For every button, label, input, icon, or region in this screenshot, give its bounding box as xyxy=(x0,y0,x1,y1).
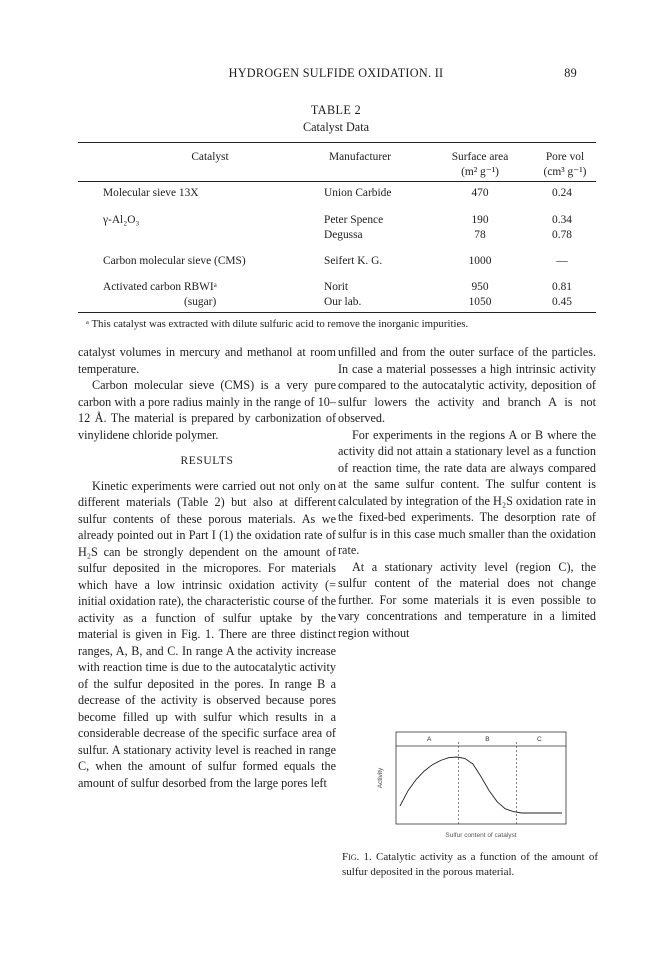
table-label: TABLE 2 xyxy=(310,103,362,117)
paragraph: unfilled and from the outer surface of the particles. In case a material possesses a high intrinsic activity compared to the autocatalytic activity, deposition of sulfur lowers the activity and branch A is not observed. xyxy=(338,345,596,425)
table-cell-catalyst: (sugar) xyxy=(184,296,217,308)
surface-area-label: Surface area xyxy=(451,151,509,163)
paragraph: catalyst volumes in mercury and methanol at room temperature. xyxy=(78,345,336,376)
table-bottom-rule xyxy=(78,312,596,313)
table-caption xyxy=(0,102,672,136)
table-cell-manufacturer: Union Carbide xyxy=(324,187,392,199)
page-number: 89 xyxy=(564,66,577,80)
table-cell-catalyst: Molecular sieve 13X xyxy=(103,187,199,199)
table-cell-manufacturer: Degussa xyxy=(324,229,363,241)
col-header-manufacturer: Manufacturer xyxy=(329,151,391,163)
table-cell-pore-vol: 0.81 xyxy=(552,281,572,293)
y-axis-label: Activity xyxy=(377,767,384,789)
figure-caption-text: Catalytic activity as a function of the amount of sulfur deposited in the porous material. xyxy=(342,851,599,878)
x-axis-label: Sulfur content of catalyst xyxy=(445,832,517,839)
paragraph: Kinetic experiments were carried out not only on different materials (Table 2) but also at different sulfur contents of these porous materials. As we already pointed out in Part I (1) the oxidation rate of H₂S can be strongly dependent on the amount of sulfur deposited in the micropores. For materials which have a low intrinsic oxidation activity (= initial oxidation rate), the characteristic course of the activity as a function of sulfur uptake by the material is given in Fig. 1. There are three distinct ranges, A, B, and C. In range A the activity increase with reaction time is due to the autocatalytic activity of the sulfur deposited in the pores. In range B a decrease of the activity is observed because pores become filled up with sulfur which results in a considerable decrease of the specific surface area of sulfur. A stationary activity level is reached in range C, when the amount of sulfur formed equals the amount of sulfur desorbed from the large pores left xyxy=(78,478,336,790)
table-cell-pore-vol: 0.24 xyxy=(552,187,572,199)
table-cell-catalyst: γ-Al₂O₃ xyxy=(103,214,140,226)
table-cell-surface-area: 1050 xyxy=(468,296,492,308)
col-header-pore-vol xyxy=(525,150,605,179)
paragraph: Carbon molecular sieve (CMS) is a very pure carbon with a pore radius mainly in the range of 10–12 Å. The material is prepared by carbonization of vinylidene chloride polymer. xyxy=(78,378,336,442)
pore-vol-unit: (cm³ g⁻¹) xyxy=(543,165,587,178)
table-top-rule xyxy=(78,142,596,143)
region-label-b: B xyxy=(485,736,490,743)
table-cell-surface-area: 950 xyxy=(471,281,489,293)
table-cell-surface-area: 1000 xyxy=(468,255,492,267)
left-text-column xyxy=(78,344,336,791)
table-cell-pore-vol: 0.78 xyxy=(552,229,572,241)
table-cell-surface-area: 78 xyxy=(474,229,486,241)
table-cell-surface-area: 190 xyxy=(471,214,489,226)
running-head xyxy=(95,66,577,84)
section-heading: RESULTS xyxy=(180,455,234,467)
table-header-rule xyxy=(78,181,596,182)
table-cell-catalyst: Activated carbon RBWIᵃ xyxy=(103,281,217,293)
table-cell-pore-vol: — xyxy=(556,255,568,267)
paragraph: At a stationary activity level (region C), the sulfur content of the material does not change further. For some materials it is even possible to vary concentrations and temperature in a limited region without xyxy=(338,559,596,640)
table-cell-manufacturer: Our lab. xyxy=(324,296,362,308)
right-text-column xyxy=(338,344,596,641)
table-cell-catalyst: Carbon molecular sieve (CMS) xyxy=(103,255,246,267)
table-cell-pore-vol: 0.34 xyxy=(552,214,572,226)
table-cell-manufacturer: Seifert K. G. xyxy=(324,255,383,267)
figure-activity-plot xyxy=(370,724,580,844)
table-cell-surface-area: 470 xyxy=(471,187,489,199)
figure-caption xyxy=(342,850,598,879)
figure-label: Fig. 1. xyxy=(342,851,372,863)
table-cell-pore-vol: 0.45 xyxy=(552,296,572,308)
running-title: HYDROGEN SULFIDE OXIDATION. II xyxy=(228,66,444,80)
region-label-c: C xyxy=(536,736,542,743)
paragraph: For experiments in the regions A or B where the activity did not attain a stationary level as a function of reaction time, the rate data are always compared at the same sulfur content. The sulfur content is calculated by integration of the H₂S oxidation rate in the fixed-bed experiments. The desorption rate of sulfur is in this case much smaller than the oxidation rate. xyxy=(338,427,596,557)
table-title: Catalyst Data xyxy=(303,120,369,134)
activity-curve xyxy=(400,757,562,813)
pore-vol-label: Pore vol xyxy=(545,151,585,163)
surface-area-unit: (m² g⁻¹) xyxy=(461,165,499,178)
col-header-catalyst: Catalyst xyxy=(191,151,229,163)
col-header-surface-area xyxy=(430,150,530,179)
region-label-a: A xyxy=(426,736,432,743)
table-cell-manufacturer: Norit xyxy=(324,281,349,293)
table-footnote: ᵃ This catalyst was extracted with dilute sulfuric acid to remove the inorganic impurities. xyxy=(86,318,469,330)
table-cell-manufacturer: Peter Spence xyxy=(324,214,384,226)
